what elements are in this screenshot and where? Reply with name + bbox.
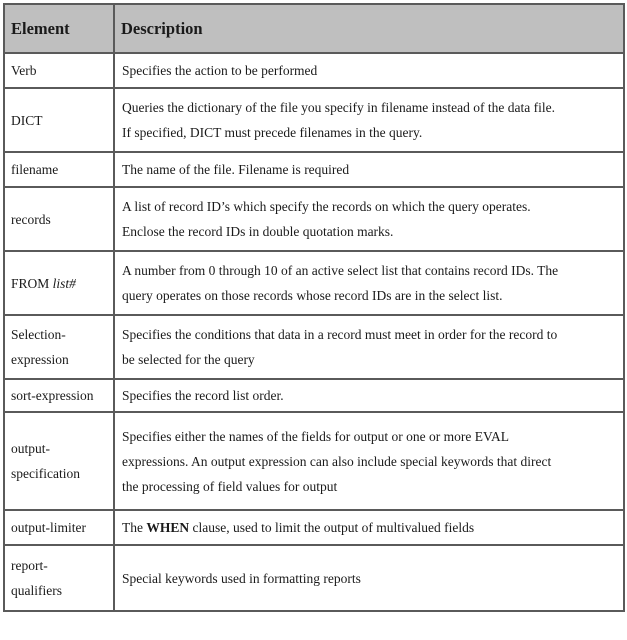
description-cell-dict <box>114 88 624 152</box>
description-line: query operates on those records whose record IDs are in the select list. <box>122 288 503 303</box>
header-element: Element <box>4 4 114 53</box>
element-cell-filename: filename <box>4 152 114 187</box>
header-description: Description <box>114 4 624 53</box>
element-line: qualifiers <box>11 583 62 598</box>
element-cell-report-qualifiers <box>4 545 114 611</box>
description-line: Enclose the record IDs in double quotation marks. <box>122 224 394 239</box>
description-cell-report-qualifiers: Special keywords used in formatting reports <box>114 545 624 611</box>
table-row <box>4 152 624 187</box>
element-cell-sort-expression: sort-expression <box>4 379 114 412</box>
table-row <box>4 251 624 315</box>
element-cell-selection-expression <box>4 315 114 379</box>
description-keyword: WHEN <box>146 520 190 535</box>
table-row <box>4 510 624 545</box>
table-row <box>4 53 624 88</box>
element-cell-verb: Verb <box>4 53 114 88</box>
element-cell-output-limiter: output-limiter <box>4 510 114 545</box>
table-row <box>4 379 624 412</box>
table-row <box>4 187 624 251</box>
description-line: If specified, DICT must precede filenames in the query. <box>122 125 423 140</box>
description-cell-from-list <box>114 251 624 315</box>
element-line: expression <box>11 352 69 367</box>
element-cell-output-specification <box>4 412 114 510</box>
description-cell-selection-expression <box>114 315 624 379</box>
element-term-italic: list# <box>52 275 76 291</box>
description-suffix: clause, used to limit the output of multivalued fields <box>189 520 475 535</box>
description-prefix: The <box>122 520 147 535</box>
description-cell-output-specification <box>114 412 624 510</box>
element-line: Selection- <box>11 327 66 342</box>
table-row <box>4 88 624 152</box>
description-line: expressions. An output expression can also include special keywords that direct <box>122 453 552 469</box>
description-cell-verb: Specifies the action to be performed <box>114 53 624 88</box>
description-line: Queries the dictionary of the file you specify in filename instead of the data file. <box>122 100 555 115</box>
description-line: Specifies either the names of the fields for output or one or more EVAL <box>122 428 510 444</box>
element-term: FROM <box>11 275 53 291</box>
description-line: A number from 0 through 10 of an active select list that contains record IDs. The <box>122 263 559 278</box>
description-line: Specifies the conditions that data in a record must meet in order for the record to <box>122 327 558 342</box>
description-line: the processing of field values for output <box>122 478 338 494</box>
element-cell-dict: DICT <box>4 88 114 152</box>
description-line: be selected for the query <box>122 352 255 367</box>
description-cell-sort-expression: Specifies the record list order. <box>114 379 624 412</box>
description-cell-filename: The name of the file. Filename is required <box>114 152 624 187</box>
element-cell-from-list <box>4 251 114 315</box>
element-line: specification <box>11 466 80 481</box>
description-cell-output-limiter <box>114 510 624 545</box>
element-line: output- <box>11 441 50 456</box>
element-cell-records: records <box>4 187 114 251</box>
table-row <box>4 412 624 510</box>
description-cell-records <box>114 187 624 251</box>
element-line: report- <box>11 558 48 573</box>
table-header-row <box>4 4 624 53</box>
description-line: A list of record ID’s which specify the records on which the query operates. <box>122 199 531 214</box>
query-elements-table <box>3 3 625 612</box>
table-row <box>4 545 624 611</box>
table-row <box>4 315 624 379</box>
